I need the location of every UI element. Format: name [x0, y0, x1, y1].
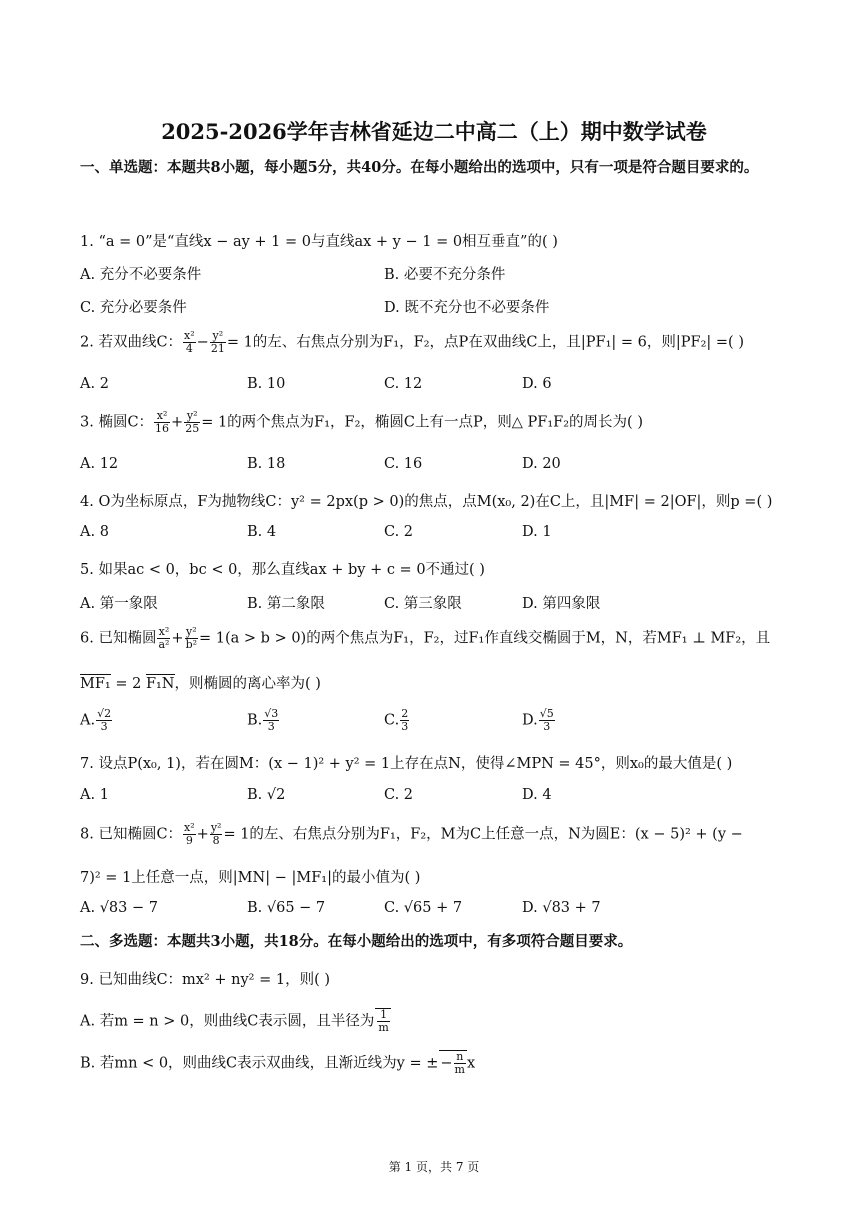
q6-fraction-1: $\frac{\text{x²}}{\text{a²}}$: [158, 625, 170, 651]
q3-plus: +: [171, 414, 184, 431]
q8-text-pre: 8. 已知椭圆C：: [80, 826, 183, 843]
q8-option-a: A. √83 − 7: [80, 900, 158, 916]
q2-minus: −: [196, 334, 209, 351]
q8-fraction-2: $\frac{\text{y²}}{8}$: [210, 821, 222, 847]
q6-plus: +: [171, 630, 184, 647]
q5-option-d: D. 第四象限: [522, 596, 601, 612]
q2-fraction-2: $\frac{\text{y²}}{21}$: [210, 329, 225, 355]
question-6-stem-line2: [80, 672, 321, 693]
question-8-stem: [80, 822, 743, 847]
question-1-stem: 1. “a = 0”是“直线x − ay + 1 = 0与直线ax + y − 1 = 0相互垂直”的( ): [80, 234, 558, 250]
page-title: 2025-2026学年吉林省延边二中高二（上）期中数学试卷: [161, 119, 707, 144]
section-single-choice-header: 一、单选题：本题共8小题，每小题5分，共40分。在每小题给出的选项中，只有一项是符合题目要求的。: [80, 159, 759, 176]
q1-option-d: D. 既不充分也不必要条件: [384, 300, 550, 316]
question-7-stem: 7. 设点P(x₀, 1)，若在圆M：(x − 1)² + y² = 1上存在点N，使得∠MPN = 45°，则x₀的最大值是( ): [80, 756, 733, 772]
q2-fraction-1: $\frac{\text{x²}}{4}$: [184, 329, 195, 355]
q2-option-c: C. 12: [384, 376, 423, 392]
question-2-stem: [80, 330, 744, 355]
q3-option-c: C. 16: [384, 456, 423, 472]
q6-vector-mf1: MF₁: [80, 676, 111, 692]
q2-text-post: = 1的左、右焦点分别为F₁，F₂，点P在双曲线C上，且|PF₁| = 6，则|PF₂| =( ): [226, 334, 744, 351]
question-9-stem: 9. 已知曲线C：mx² + ny² = 1，则( ): [80, 972, 331, 988]
question-4-stem: 4. O为坐标原点，F为抛物线C：y² = 2px(p > 0)的焦点，点M(x₀, 2)在C上，且|MF| = 2|OF|，则p =( ): [80, 494, 773, 510]
q8-plus: +: [196, 826, 209, 843]
q8-text-post: = 1的左、右焦点分别为F₁，F₂，M为C上任意一点，N为圆E：(x − 5)² + (y −: [223, 826, 743, 843]
q6-option-a: A. $\frac{√2}{3}$: [80, 707, 112, 733]
q6-option-d: D. $\frac{√5}{3}$: [522, 707, 554, 733]
q5-option-c: C. 第三象限: [384, 596, 462, 612]
q4-option-c: C. 2: [384, 524, 414, 540]
q3-text-pre: 3. 椭圆C：: [80, 414, 154, 431]
q5-option-b: B. 第二象限: [247, 596, 325, 612]
q3-text-post: = 1的两个焦点为F₁，F₂，椭圆C上有一点P，则△ PF₁F₂的周长为( ): [201, 414, 643, 431]
question-3-stem: [80, 410, 643, 435]
q1-option-b: B. 必要不充分条件: [384, 267, 506, 283]
q3-option-b: B. 18: [247, 456, 286, 472]
question-5-stem: 5. 如果ac < 0，bc < 0，那么直线ax + by + c = 0不通过( ): [80, 562, 485, 578]
q4-option-b: B. 4: [247, 524, 277, 540]
q2-option-d: D. 6: [522, 376, 552, 392]
q5-option-a: A. 第一象限: [80, 596, 158, 612]
q6-option-b: B. $\frac{√3}{3}$: [247, 707, 279, 733]
q3-option-d: D. 20: [522, 456, 561, 472]
q1-option-a: A. 充分不必要条件: [80, 267, 202, 283]
q7-option-b: B. √2: [247, 787, 286, 803]
q8-option-d: D. √83 + 7: [522, 900, 601, 916]
q3-fraction-2: $\frac{\text{y²}}{25}$: [185, 409, 200, 435]
q7-option-a: A. 1: [80, 787, 109, 803]
q9-option-a: A. 若m = n > 0，则曲线C表示圆，且半径为 $\frac{1}{m}$: [80, 1008, 389, 1034]
q4-option-a: A. 8: [80, 524, 109, 540]
q9-option-b: B. 若mn < 0，则曲线C表示双曲线，且渐近线为y = ± − $\frac{n}{m}$ x: [80, 1050, 476, 1076]
q8-option-b: B. √65 − 7: [247, 900, 326, 916]
q3-option-a: A. 12: [80, 456, 119, 472]
section-multi-choice-header: 二、多选题：本题共3小题，共18分。在每小题给出的选项中，有多项符合题目要求。: [80, 933, 633, 950]
question-6-stem: [80, 626, 770, 651]
q2-option-b: B. 10: [247, 376, 286, 392]
q6-text-post: = 1(a > b > 0)的两个焦点为F₁，F₂，过F₁作直线交椭圆于M，N，若MF₁ ⊥ MF₂，且: [199, 630, 771, 647]
q6-equals: = 2: [110, 676, 146, 692]
page-footer: 第 1 页，共 7 页: [388, 1160, 480, 1174]
question-8-stem-line2: 7)² = 1上任意一点，则|MN| − |MF₁|的最小值为( ): [80, 870, 421, 886]
q1-option-c: C. 充分必要条件: [80, 300, 187, 316]
q8-option-c: C. √65 + 7: [384, 900, 463, 916]
q6-text-tail: ，则椭圆的离心率为( ): [174, 676, 321, 692]
q6-vector-f1n: F₁N: [145, 676, 175, 692]
q4-option-d: D. 1: [522, 524, 552, 540]
q6-fraction-2: $\frac{\text{y²}}{\text{b²}}$: [185, 625, 198, 651]
q7-option-d: D. 4: [522, 787, 552, 803]
q2-option-a: A. 2: [80, 376, 109, 392]
q8-fraction-1: $\frac{\text{x²}}{9}$: [184, 821, 195, 847]
q6-option-c: C. $\frac{2}{3}$: [384, 707, 409, 733]
q2-text-pre: 2. 若双曲线C：: [80, 334, 183, 351]
q7-option-c: C. 2: [384, 787, 414, 803]
q3-fraction-1: $\frac{\text{x²}}{16}$: [155, 409, 170, 435]
q6-text-pre: 6. 已知椭圆: [80, 630, 157, 647]
